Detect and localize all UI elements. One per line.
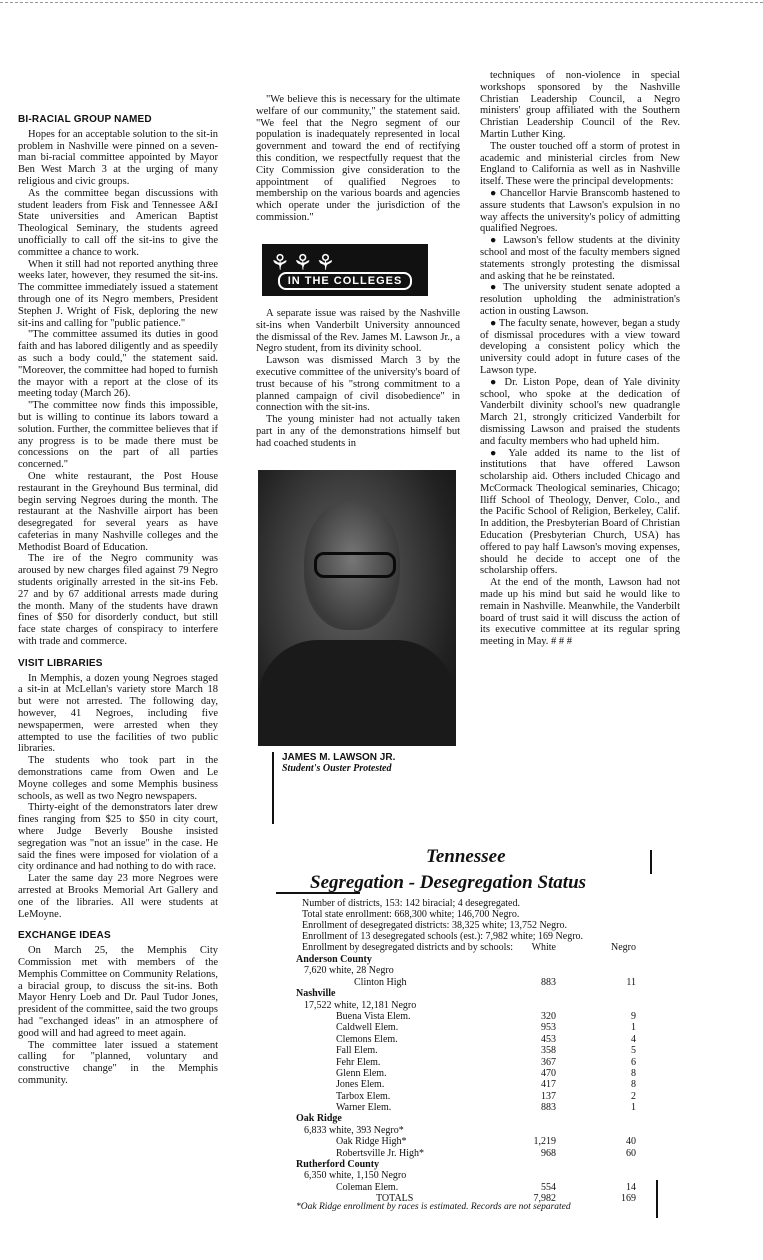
table-row [296, 1091, 656, 1102]
article-paragraph: At the end of the month, Lawson had not made up his mind but said he would like to remain in Nashville. Meanwhile, the Vanderbilt board of trust said it will discuss the action of its executive committee at its regular spring meeting in May. # # # [480, 577, 680, 648]
header-white: White [531, 942, 556, 953]
table-row [296, 1125, 656, 1136]
photo-caption [282, 752, 452, 774]
stat-line: Enrollment of 13 desegregated schools (est.): 7,982 white; 169 Negro. [302, 931, 584, 942]
article-paragraph: "The committee assumed its duties in good faith and has labored diligently and as speedily as such a body could," the statement said. "Moreover, the committee had hoped to furnish the mayor with a report at the close of its meeting today (March 26). [18, 329, 218, 400]
row-negro: 8 [631, 1079, 636, 1091]
row-negro: 60 [626, 1147, 636, 1159]
table-row [296, 954, 656, 965]
article-paragraph: "The committee now finds this impossible, but is willing to continue its labors toward a solution. Further, the committee believes that if any progress is to be made there must be concessions on the part of all parties concerned." [18, 400, 218, 471]
section-heading: BI-RACIAL GROUP NAMED [18, 114, 152, 125]
table-header-row [296, 942, 656, 953]
row-negro: 1 [631, 1102, 636, 1114]
row-label: Fehr Elem. [336, 1056, 381, 1068]
article-paragraph: ● Chancellor Harvie Branscomb hastened to assure students that Lawson's expulsion in no way affects the university's policy of admitting qualified Negroes. [480, 187, 680, 235]
table-row [296, 1079, 656, 1090]
row-label: Warner Elem. [336, 1102, 392, 1114]
table-row [296, 1102, 656, 1113]
caption-subtitle: Student's Ouster Protested [282, 763, 392, 774]
row-white: 7,982 [533, 1193, 556, 1205]
table-bar-right [650, 850, 652, 874]
stat-line: Total state enrollment: 668,300 white; 146,700 Negro. [302, 909, 520, 920]
row-label: Oak Ridge [296, 1113, 342, 1125]
row-white: 883 [541, 1102, 556, 1114]
stat-line: Enrollment of desegregated districts: 38,325 white; 13,752 Negro. [302, 920, 567, 931]
table-row [296, 1022, 656, 1033]
row-white: 470 [541, 1067, 556, 1079]
row-label: 7,620 white, 28 Negro [304, 965, 394, 977]
photo-body [258, 640, 456, 746]
row-label: TOTALS [376, 1193, 414, 1205]
row-white: 358 [541, 1045, 556, 1057]
header-negro: Negro [611, 942, 636, 953]
row-negro: 8 [631, 1067, 636, 1079]
table-title-state: Tennessee [426, 846, 506, 867]
title-underline [276, 892, 360, 894]
caption-bar [272, 752, 274, 824]
article-paragraph: ● Lawson's fellow students at the divinity school and most of the faculty members signed statements strongly protesting the dismissal and asking that he be reinstated. [480, 235, 680, 282]
row-negro: 11 [626, 976, 636, 988]
table-row [296, 1034, 656, 1045]
article-paragraph: The ouster touched off a storm of protest in academic and ministerial circles from New England to California as well as in Nashville itself. These were the principal developments: [480, 140, 680, 188]
row-negro: 2 [631, 1090, 636, 1102]
table-row [296, 1113, 656, 1124]
row-white: 137 [541, 1090, 556, 1102]
row-white: 417 [541, 1079, 556, 1091]
column-ornament-icon: ⚘⚘⚘ [270, 250, 339, 275]
row-white: 554 [541, 1181, 556, 1193]
row-white: 968 [541, 1147, 556, 1159]
article-paragraph: Later the same day 23 more Negroes were arrested at Brooks Memorial Art Gallery and one of the libraries. All were students at LeMoyne. [18, 873, 218, 920]
column-middle-top [256, 94, 460, 224]
article-paragraph: ● The university student senate adopted a resolution upholding the administration's action in ousting Lawson. [480, 282, 680, 317]
row-label: Coleman Elem. [336, 1181, 399, 1193]
table-row [296, 1148, 656, 1159]
row-label: Buena Vista Elem. [336, 1010, 411, 1022]
row-label: Oak Ridge High* [336, 1136, 407, 1148]
article-paragraph: Lawson was dismissed March 3 by the executive committee of the university's board of trust because of his "strong commitment to a planned campaign of civil disobedience" in connection with the sit-ins. [256, 355, 460, 414]
section-heading: VISIT LIBRARIES [18, 657, 103, 669]
row-white: 883 [541, 976, 556, 988]
row-label: 6,350 white, 1,150 Negro [304, 1170, 407, 1182]
row-white: 320 [541, 1010, 556, 1022]
table-title-main: Segregation - Desegregation Status [310, 872, 587, 893]
row-negro: 1 [631, 1022, 636, 1034]
row-negro: 40 [626, 1136, 636, 1148]
table-bar-bottom-right [656, 1180, 658, 1218]
article-paragraph: When it still had not reported anything three weeks later, however, they resumed the sit-ins. The committee immediately issued a statement through one of its Negro members, President Stephen J. Wright of Fisk, deploring the new sit-ins and calling for "public patience." [18, 258, 218, 329]
article-paragraph: The young minister had not actually taken part in any of the demonstrations himself but had coached students in [256, 414, 460, 449]
table-row [296, 1045, 656, 1056]
row-label: Tarbox Elem. [336, 1090, 391, 1102]
column-middle-bottom [256, 308, 460, 450]
article-paragraph: "We believe this is necessary for the ultimate welfare of our community," the statement said. "We feel that the Negro segment of our population is inadequately represented in local government and toward the end of rectifying this condition, we respectfully request that the City Commission give consideration to the appointment of qualified Negroes to membership on the various boards and agencies which operate under the jurisdiction of the commission." [256, 94, 460, 223]
table-row [296, 965, 656, 976]
row-white: 367 [541, 1056, 556, 1068]
logo-label: IN THE COLLEGES [278, 272, 413, 290]
row-negro: 9 [631, 1010, 636, 1022]
row-negro: 14 [626, 1181, 636, 1193]
row-label: 17,522 white, 12,181 Negro [304, 999, 417, 1011]
row-label: Fall Elem. [336, 1045, 378, 1057]
top-border [0, 2, 763, 3]
row-negro: 5 [631, 1045, 636, 1057]
article-paragraph: One white restaurant, the Post House restaurant in the Greyhound Bus terminal, did begin serving Negroes during the month. The restaurant at the Nashville airport has been desegregated for several years as have cafeterias in many Nashville colleges and the Methodist Board of Education. [18, 470, 218, 553]
row-label: Rutherford County [296, 1159, 380, 1171]
stat-line: Number of districts, 153: 142 biracial; 4 desegregated. [302, 898, 520, 909]
article-paragraph: In Memphis, a dozen young Negroes staged a sit-in at McLellan's variety store March 18 but were not arrested. The following day, however, 41 Negroes, including five newspapermen, were arrested when they attempted to use the facilities of two public libraries. [18, 672, 218, 755]
table-footnote: *Oak Ridge enrollment by races is estimated. Records are not separated [296, 1202, 571, 1212]
caption-name: JAMES M. LAWSON JR. [282, 752, 396, 763]
row-white: 953 [541, 1022, 556, 1034]
status-table [256, 830, 666, 1225]
row-label: Glenn Elem. [336, 1067, 387, 1079]
row-label: 6,833 white, 393 Negro* [304, 1124, 404, 1136]
article-paragraph: The students who took part in the demonstrations came from Owen and Le Moyne colleges and some Memphis business schools, as well as two Negro newspapers. [18, 755, 218, 802]
row-negro: 169 [621, 1193, 636, 1205]
table-row [296, 1011, 656, 1022]
article-paragraph: Hopes for an acceptable solution to the sit-in problem in Nashville were pinned on a seven-man bi-racial committee appointed by Mayor Ben West March 3 at the urging of many religious and civic groups. [18, 128, 218, 187]
table-row [296, 988, 656, 999]
column-left [18, 114, 218, 1087]
table-row [296, 1159, 656, 1170]
row-white: 1,219 [533, 1136, 556, 1148]
row-label: Anderson County [296, 954, 372, 965]
article-paragraph: On March 25, the Memphis City Commission met with members of the Memphis Committee on Community Relations, a biracial group, to discuss the sit-ins. Both Mayor Henry Loeb and Dr. Paul Tudor Jones, president of the committee, said the two groups had "exchanged ideas" in an atmosphere of good will and had agreed to meet again. [18, 945, 218, 1039]
row-label: Caldwell Elem. [336, 1022, 399, 1034]
section-heading: EXCHANGE IDEAS [18, 930, 111, 942]
row-label: Jones Elem. [336, 1079, 385, 1091]
row-label: Nashville [296, 988, 336, 1000]
article-paragraph: ● The faculty senate, however, began a study of dismissal procedures with a view toward developing a consistent policy which the university could adopt in future cases of the Lawson type. [480, 317, 680, 376]
article-paragraph: Thirty-eight of the demonstrators later drew fines ranging from $25 to $50 in city court, where Judge Beverly Boushe insisted segregation was "not an issue" in the case. He said the fines were imposed for violation of a city ordinance and had nothing to do with race. [18, 802, 218, 873]
row-label: Robertsville Jr. High* [336, 1147, 425, 1159]
article-paragraph: The ire of the Negro community was aroused by new charges filed against 79 Negro students originally arrested in the sit-ins Feb. 27 and by 67 additional arrests made during the month. Many of the students have drawn fines of $50 for disorderly conduct, but still face state charges of conspiracy to interfere with trade and commerce. [18, 553, 218, 648]
row-label: Clinton High [354, 976, 407, 988]
table-row [296, 1000, 656, 1011]
article-paragraph: A separate issue was raised by the Nashville sit-ins when Vanderbilt University announced the dismissal of the Rev. James M. Lawson Jr., a Negro student, from its divinity school. [256, 308, 460, 355]
table-row [296, 1068, 656, 1079]
table-row [296, 1136, 656, 1147]
table-row [296, 1057, 656, 1068]
row-white: 453 [541, 1033, 556, 1045]
table-row [296, 1182, 656, 1193]
row-negro: 4 [631, 1033, 636, 1045]
row-negro: 6 [631, 1056, 636, 1068]
photo-glasses [314, 552, 396, 578]
row-label: Clemons Elem. [336, 1033, 398, 1045]
article-paragraph: The committee later issued a statement calling for "planned, voluntary and constructive change" in the Memphis community. [18, 1039, 218, 1086]
column-right [480, 70, 680, 648]
table-row [296, 1170, 656, 1181]
article-paragraph: ● Yale added its name to the list of institutions that have offered Lawson scholarship aid. Others included Chicago and McCormack Theological seminaries, Chicago; Iliff School of Theology, Denver, Colo., and the Pacific School of Religion, Berkeley, Calif. In addition, the Presbyterian Board of Christian Education (Presbyterian Church, USA) has offered to pay half Lawson's moving expenses, should he decide to accept one of the scholarship offers. [480, 447, 680, 577]
portrait-photo [258, 470, 456, 746]
article-paragraph: ● Dr. Liston Pope, dean of Yale divinity school, who spoke at the dedication of Vanderbilt divinity school's new quadrangle March 21, strongly criticized Vanderbilt for dismissing Lawson and praised the students and faculty members who had upheld him. [480, 376, 680, 447]
table-row [296, 977, 656, 988]
in-the-colleges-logo [262, 244, 428, 296]
stat-line: Enrollment by desegregated districts and by schools: [302, 942, 514, 953]
article-paragraph: techniques of non-violence in special workshops sponsored by the Nashville Christian Leadership Council, a Negro ministers' group affiliated with the Southern Christian Leadership Council of the Rev. Martin Luther King. [480, 70, 680, 140]
article-paragraph: As the committee began discussions with student leaders from Fisk and Tennessee A&I State universities and American Baptist Theological Seminary, the students agreed unofficially to call off the sit-ins to give the committee a chance to work. [18, 187, 218, 258]
